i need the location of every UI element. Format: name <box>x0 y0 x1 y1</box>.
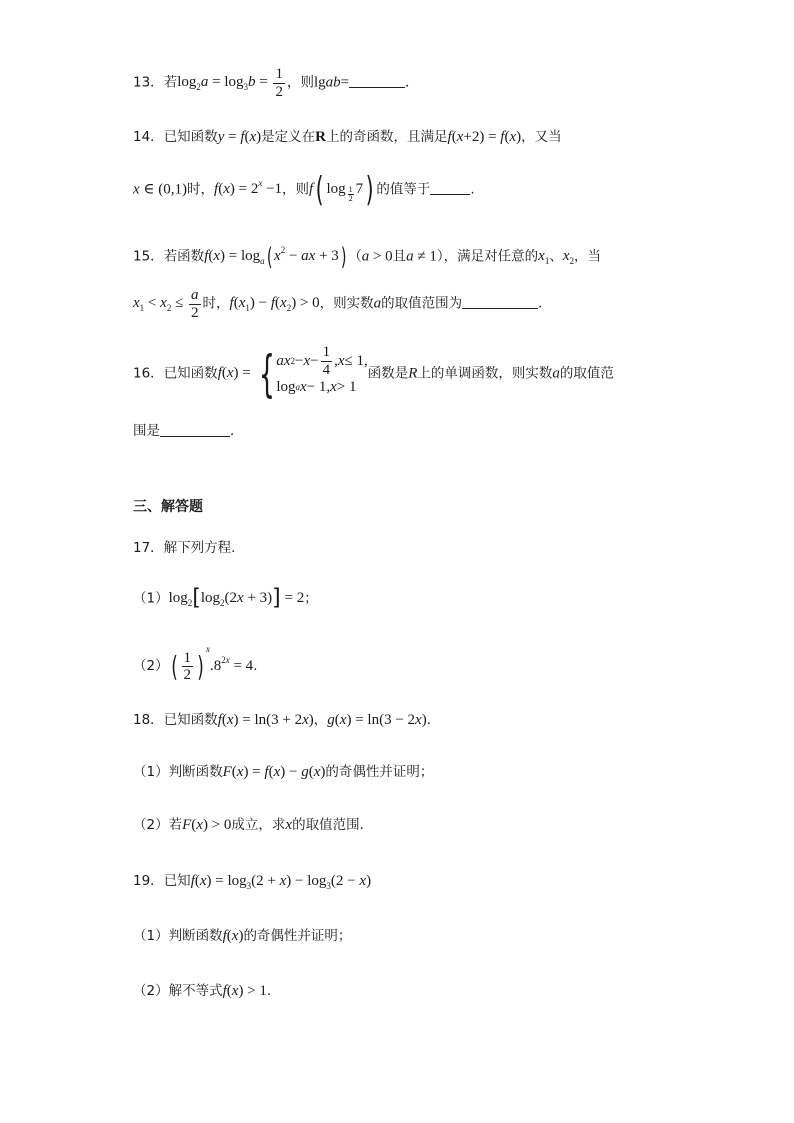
question-13: 13．若$\log_2a = \log_3b$ = $\frac{1}{2}$ ，则lgab= ． <box>133 66 419 100</box>
question-number: 19． <box>133 873 164 889</box>
question-16-line-2: 围是 ． <box>133 423 244 439</box>
question-16: 16．已知函数f(x) = { ax 2 − x − $\frac{1}{4}$ , x ≤ 1, log a x − 1, x > 1 函数是R上的单调函数，则实数a的取值范 <box>133 344 614 403</box>
question-number: 14． <box>133 129 164 145</box>
question-18-part-2: （2）若F(x) > 0成立，求x的取值范围． <box>133 817 374 833</box>
answer-blank[interactable] <box>430 182 470 195</box>
section-title: 三、解答题 <box>133 499 203 515</box>
question-17-part-2: （2）( $\frac{1}{2}$ )$^x.8^{2x} = 4$. <box>133 644 258 684</box>
answer-blank[interactable] <box>160 424 230 437</box>
question-19-part-1: （1）判断函数f(x)的奇偶性并证明； <box>133 928 352 944</box>
question-18-part-1: （1）判断函数F(x) = f(x) − g(x)的奇偶性并证明； <box>133 764 434 780</box>
question-18: 18．已知函数f(x) = ln(3 + 2x)，g(x) = ln(3 − 2x)． <box>133 712 441 728</box>
question-number: 18． <box>133 712 164 728</box>
question-17-part-1: $(1)\log_2[\log_2(2x + 3)] = 2$； <box>133 586 318 611</box>
question-number: 13． <box>133 74 164 91</box>
answer-blank[interactable] <box>462 296 538 309</box>
question-15-line-2: $x_1 < x_2$ ≤ $\frac{a}{2}$ 时，$f(x_1) - f(x_2) > 0$，则实数a的取值范围为 ． <box>133 287 552 321</box>
question-number: 16． <box>133 365 164 382</box>
math-expression: $\log_2a = \log_3b$ = $\frac{1}{2}$ <box>177 66 283 100</box>
question-number: 15． <box>133 248 164 265</box>
question-17: 17．解下列方程. <box>133 540 236 556</box>
question-19-part-2: （2）解不等式f(x) > 1. <box>133 983 272 999</box>
answer-blank[interactable] <box>349 75 405 88</box>
question-14-line-2: x ∈ (0,1)时，$f(x) = 2^x -1$，则f( log $\frac{1}{2}$ 7) 的值等于 . <box>133 170 475 210</box>
question-14: 14．已知函数y = f(x)是定义在R上的奇函数，且满足f(x+2) = f(x)，又当 <box>133 129 562 145</box>
question-number: 17． <box>133 540 164 556</box>
question-19: 19．已知$f(x) = \log_3(2 + x) - \log_3(2 - x)$ <box>133 873 372 891</box>
question-15: 15．若函数$f(x) = \log_a$( $x^2$ − ax + 3) （a > 0且a ≠ 1），满足对任意的$x_1$、$x_2$，当 <box>133 243 601 271</box>
